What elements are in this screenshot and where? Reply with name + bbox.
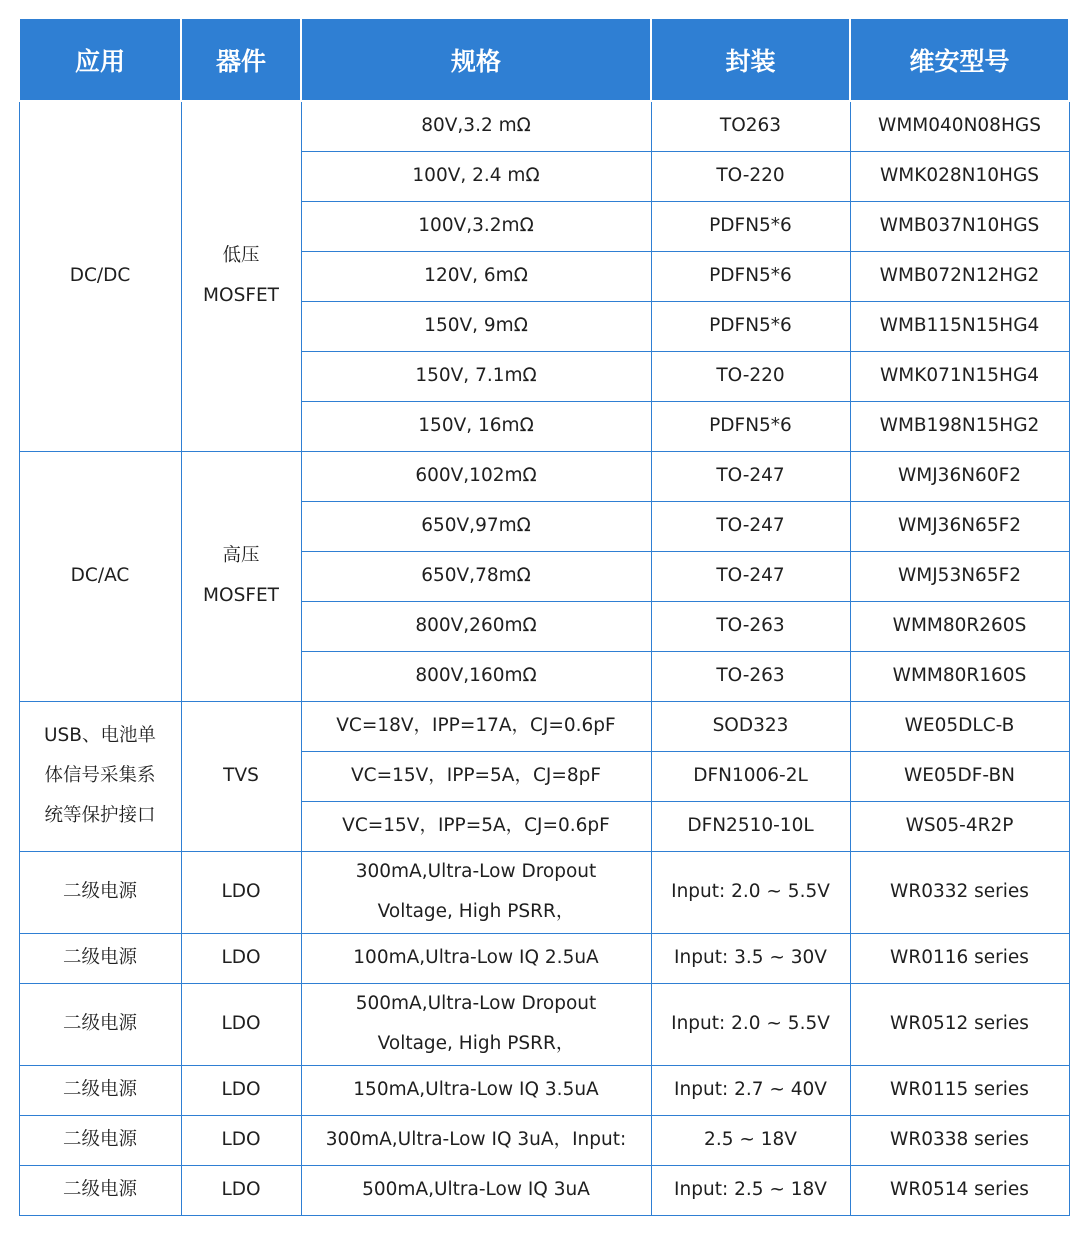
model-cell: WR0115 series <box>850 1065 1069 1115</box>
device-cell: LDO <box>181 1115 301 1165</box>
package-cell: Input: 2.5 ~ 18V <box>651 1165 850 1215</box>
model-cell: WMM80R260S <box>850 601 1069 651</box>
package-cell: Input: 2.0 ~ 5.5V <box>651 983 850 1065</box>
device-cell: LDO <box>181 1165 301 1215</box>
spec-cell: 650V,78mΩ <box>301 551 651 601</box>
device-cell: LDO <box>181 851 301 933</box>
spec-cell: 150V, 9mΩ <box>301 301 651 351</box>
application-cell: 二级电源 <box>19 1165 181 1215</box>
application-line: USB、电池单 <box>44 725 156 746</box>
package-cell: 2.5 ~ 18V <box>651 1115 850 1165</box>
device-line: MOSFET <box>203 585 279 606</box>
application-cell: 二级电源 <box>19 851 181 933</box>
package-cell: TO263 <box>651 101 850 151</box>
header-device: 器件 <box>181 18 301 101</box>
spec-cell: 300mA,Ultra-Low IQ 3uA，Input: <box>301 1115 651 1165</box>
model-cell: WMK028N10HGS <box>850 151 1069 201</box>
table-row <box>19 701 1069 751</box>
model-cell: WE05DLC-B <box>850 701 1069 751</box>
model-cell: WMJ36N60F2 <box>850 451 1069 501</box>
model-cell: WS05-4R2P <box>850 801 1069 851</box>
spec-table <box>18 17 1070 1216</box>
device-cell: LDO <box>181 1065 301 1115</box>
package-cell: TO-263 <box>651 601 850 651</box>
device-line: 高压 <box>222 545 260 566</box>
application-cell: 二级电源 <box>19 1065 181 1115</box>
device-cell: LDO <box>181 933 301 983</box>
device-cell <box>181 451 301 701</box>
device-line: 低压 <box>222 245 260 267</box>
package-cell: TO-247 <box>651 551 850 601</box>
header-spec: 规格 <box>301 18 651 101</box>
spec-cell: 120V, 6mΩ <box>301 251 651 301</box>
application-cell <box>19 701 181 851</box>
application-line: 体信号采集系 <box>44 765 156 786</box>
spec-cell: 150V, 16mΩ <box>301 401 651 451</box>
device-line: MOSFET <box>203 285 279 307</box>
model-cell: WMB198N15HG2 <box>850 401 1069 451</box>
spec-cell: 150mA,Ultra-Low IQ 3.5uA <box>301 1065 651 1115</box>
model-cell: WR0338 series <box>850 1115 1069 1165</box>
model-cell: WMM80R160S <box>850 651 1069 701</box>
device-cell: LDO <box>181 983 301 1065</box>
package-cell: TO-263 <box>651 651 850 701</box>
header-application: 应用 <box>19 18 181 101</box>
package-cell: PDFN5*6 <box>651 301 850 351</box>
package-cell: SOD323 <box>651 701 850 751</box>
spec-cell: VC=15V，IPP=5A，CJ=8pF <box>301 751 651 801</box>
table-row <box>19 101 1069 151</box>
application-cell: 二级电源 <box>19 1115 181 1165</box>
application-cell: DC/AC <box>19 451 181 701</box>
package-cell: TO-220 <box>651 151 850 201</box>
package-cell: Input: 2.7 ~ 40V <box>651 1065 850 1115</box>
spec-cell: 800V,260mΩ <box>301 601 651 651</box>
header-model: 维安型号 <box>850 18 1069 101</box>
model-cell: WR0512 series <box>850 983 1069 1065</box>
model-cell: WR0116 series <box>850 933 1069 983</box>
table-row <box>19 1115 1069 1165</box>
package-cell: PDFN5*6 <box>651 251 850 301</box>
model-cell: WR0332 series <box>850 851 1069 933</box>
table-row <box>19 451 1069 501</box>
spec-line: 500mA,Ultra-Low Dropout <box>355 993 597 1014</box>
table-row <box>19 851 1069 933</box>
application-cell: 二级电源 <box>19 933 181 983</box>
spec-cell: VC=15V，IPP=5A，CJ=0.6pF <box>301 801 651 851</box>
spec-cell: 600V,102mΩ <box>301 451 651 501</box>
header-package: 封装 <box>651 18 850 101</box>
spec-cell: 150V, 7.1mΩ <box>301 351 651 401</box>
table-row <box>19 1165 1069 1215</box>
application-line: 统等保护接口 <box>44 805 156 826</box>
table-row <box>19 933 1069 983</box>
model-cell: WMB072N12HG2 <box>850 251 1069 301</box>
header-row <box>19 18 1069 101</box>
spec-cell <box>301 983 651 1065</box>
table-row <box>19 983 1069 1065</box>
spec-cell: VC=18V，IPP=17A，CJ=0.6pF <box>301 701 651 751</box>
application-cell: DC/DC <box>19 101 181 451</box>
model-cell: WMJ53N65F2 <box>850 551 1069 601</box>
package-cell: PDFN5*6 <box>651 201 850 251</box>
spec-line: 300mA,Ultra-Low Dropout <box>355 861 597 882</box>
package-cell: Input: 3.5 ~ 30V <box>651 933 850 983</box>
table-row <box>19 1065 1069 1115</box>
spec-cell: 100V,3.2mΩ <box>301 201 651 251</box>
package-cell: TO-247 <box>651 451 850 501</box>
model-cell: WMJ36N65F2 <box>850 501 1069 551</box>
package-cell: TO-220 <box>651 351 850 401</box>
spec-cell <box>301 851 651 933</box>
device-cell: TVS <box>181 701 301 851</box>
spec-cell: 100V, 2.4 mΩ <box>301 151 651 201</box>
package-cell: TO-247 <box>651 501 850 551</box>
model-cell: WMB115N15HG4 <box>850 301 1069 351</box>
spec-cell: 800V,160mΩ <box>301 651 651 701</box>
spec-line: Voltage, High PSRR， <box>377 1033 575 1054</box>
model-cell: WE05DF-BN <box>850 751 1069 801</box>
package-cell: DFN2510-10L <box>651 801 850 851</box>
package-cell: PDFN5*6 <box>651 401 850 451</box>
spec-line: Voltage, High PSRR， <box>377 901 575 922</box>
spec-cell: 100mA,Ultra-Low IQ 2.5uA <box>301 933 651 983</box>
device-cell <box>181 101 301 451</box>
package-cell: DFN1006-2L <box>651 751 850 801</box>
spec-cell: 650V,97mΩ <box>301 501 651 551</box>
model-cell: WMK071N15HG4 <box>850 351 1069 401</box>
spec-cell: 80V,3.2 mΩ <box>301 101 651 151</box>
package-cell: Input: 2.0 ~ 5.5V <box>651 851 850 933</box>
model-cell: WMB037N10HGS <box>850 201 1069 251</box>
model-cell: WMM040N08HGS <box>850 101 1069 151</box>
application-cell: 二级电源 <box>19 983 181 1065</box>
spec-cell: 500mA,Ultra-Low IQ 3uA <box>301 1165 651 1215</box>
model-cell: WR0514 series <box>850 1165 1069 1215</box>
